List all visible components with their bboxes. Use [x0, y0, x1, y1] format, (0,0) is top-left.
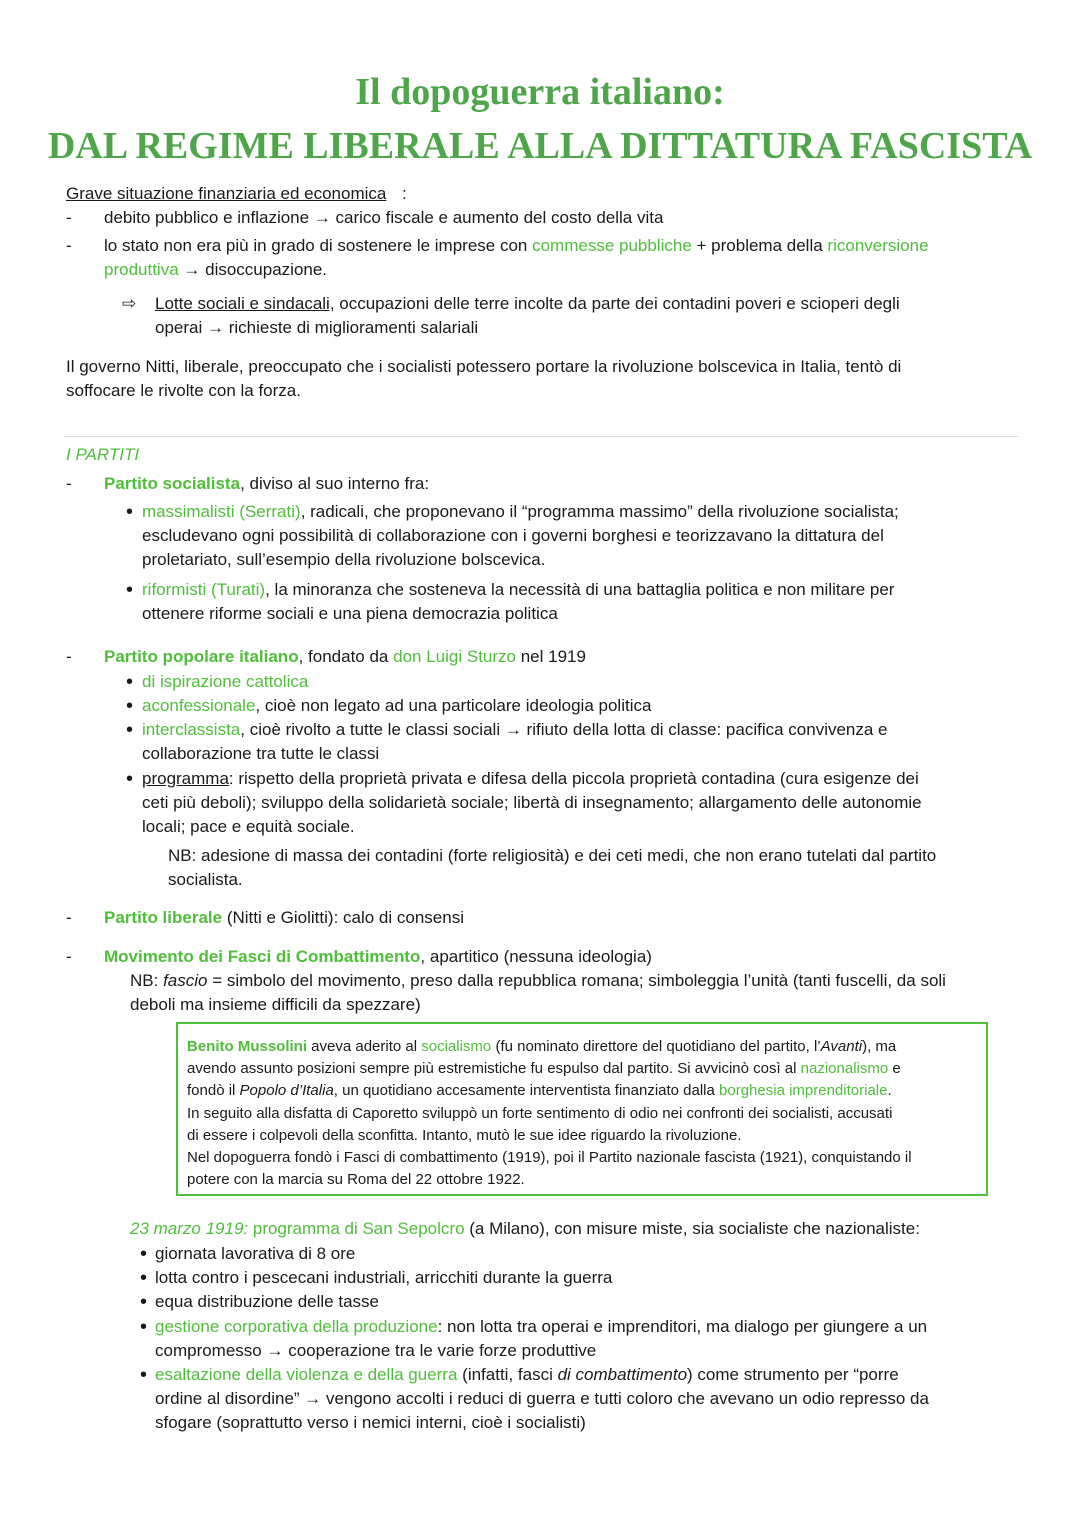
- bullet-dot: •: [140, 1291, 148, 1313]
- popular-catholic: di ispirazione cattolica: [142, 672, 309, 691]
- bullet-dot: •: [126, 719, 134, 741]
- box-line-2: avendo assunto posizioni sempre più estremistiche fu espulso dal partito. Si avvicinò così al nazionalismo e: [187, 1060, 901, 1078]
- socialist-maximalists-line3: proletariato, sull’esempio della rivoluzione bolscevica.: [142, 550, 546, 569]
- sepolcro-item-1: giornata lavorativa di 8 ore: [155, 1244, 356, 1263]
- party-socialist: Partito socialista, diviso al suo interno fra:: [104, 474, 430, 493]
- popular-nonconfessional: aconfessionale, cioè non legato ad una particolare ideologia politica: [142, 696, 652, 715]
- popular-program: programma: rispetto della proprietà privata e difesa della piccola proprietà contadina (cura esigenze dei: [142, 769, 919, 788]
- dash-bullet: -: [66, 474, 72, 493]
- popular-nb: NB: adesione di massa dei contadini (forte religiosità) e dei ceti medi, che non erano tutelati dal partito: [168, 846, 937, 865]
- socialist-maximalists: massimalisti (Serrati), radicali, che proponevano il “programma massimo” della rivoluzione socialista;: [142, 502, 899, 521]
- bullet-dot: •: [126, 671, 134, 693]
- box-line-3: fondò il Popolo d’Italia, un quotidiano accesamente interventista finanziato dalla borghesia imprenditoriale.: [187, 1082, 892, 1100]
- bullet-state-line2: produttiva → disoccupazione.: [104, 260, 328, 279]
- bullet-dot: •: [126, 579, 134, 601]
- popular-program-line2: ceti più deboli); sviluppo della solidarietà sociale; libertà di insegnamento; allargamento delle autonomie: [142, 793, 922, 812]
- box-line-5: di essere i colpevoli della sconfitta. Intanto, mutò le sue idee riguardo la rivoluzione.: [187, 1126, 742, 1144]
- arrow-icon: ⇨: [122, 294, 137, 313]
- sepolcro-item-5-line3: sfogare (soprattutto verso i nemici interni, cioè i socialisti): [155, 1413, 586, 1432]
- dash-bullet: -: [66, 947, 72, 966]
- fasci-nb: NB: fascio = simbolo del movimento, preso dalla repubblica romana; simboleggia l’unità (tanti fuscelli, da soli: [130, 971, 946, 990]
- fasci-nb-line2: deboli ma insieme difficili da spezzare): [130, 995, 421, 1014]
- nitti-paragraph-line2: soffocare le rivolte con la forza.: [66, 381, 301, 400]
- page-title: Il dopoguerra italiano:: [355, 71, 725, 113]
- box-line-4: In seguito alla disfatta di Caporetto sviluppò un forte sentimento di odio nei confronti dei socialisti, accusati: [187, 1104, 893, 1122]
- sepolcro-item-4: gestione corporativa della produzione: non lotta tra operai e imprenditori, ma dialogo per giungere a un: [155, 1317, 928, 1336]
- nitti-paragraph: Il governo Nitti, liberale, preoccupato che i socialisti potessero portare la rivoluzione bolscevica in Italia, tentò di: [66, 357, 902, 376]
- socialist-maximalists-line2: escludevano ogni possibilità di collaborazione con i governi borghesi e teorizzavano la dittatura del: [142, 526, 884, 545]
- bullet-dot: •: [140, 1364, 148, 1386]
- box-line-6: Nel dopoguerra fondò i Fasci di combattimento (1919), poi il Partito nazionale fascista (1921), conquistando il: [187, 1149, 912, 1167]
- popular-interclass-line2: collaborazione tra tutte le classi: [142, 744, 380, 763]
- dash-bullet: -: [66, 236, 72, 255]
- box-line-7: potere con la marcia su Roma del 22 ottobre 1922.: [187, 1171, 525, 1189]
- social-struggles: Lotte sociali e sindacali, occupazioni delle terre incolte da parte dei contadini poveri e scioperi degli: [155, 294, 900, 313]
- dash-bullet: -: [66, 208, 72, 227]
- popular-nb-line2: socialista.: [168, 870, 243, 889]
- bullet-dot: •: [140, 1243, 148, 1265]
- box-line-1: Benito Mussolini aveva aderito al socialismo (fu nominato direttore del quotidiano del partito, l’Avanti), ma: [187, 1038, 897, 1055]
- section-heading-economy: Grave situazione finanziaria ed economica: [66, 184, 387, 203]
- bullet-dot: •: [140, 1316, 148, 1338]
- party-liberal: Partito liberale (Nitti e Giolitti): calo di consensi: [104, 908, 464, 927]
- page-subtitle: DAL REGIME LIBERALE ALLA DITTATURA FASCISTA: [47, 125, 1033, 167]
- popular-interclass: interclassista, cioè rivolto a tutte le classi sociali → rifiuto della lotta di classe: pacifica convivenza e: [142, 720, 888, 739]
- section-heading-parties: I PARTITI: [66, 445, 140, 464]
- bullet-dot: •: [126, 501, 134, 523]
- party-popular: Partito popolare italiano, fondato da don Luigi Sturzo nel 1919: [104, 647, 586, 666]
- bullet-dot: •: [140, 1267, 148, 1289]
- socialist-reformists-line2: ottenere riforme sociali e una piena democrazia politica: [142, 604, 558, 623]
- sepolcro-item-2: lotta contro i pescecani industriali, arricchiti durante la guerra: [155, 1268, 613, 1287]
- bullet-dot: •: [126, 695, 134, 717]
- bullet-state: lo stato non era più in grado di sostenere le imprese con commesse pubbliche + problema della riconversione: [104, 236, 929, 255]
- sepolcro-heading: 23 marzo 1919: programma di San Sepolcro (a Milano), con misure miste, sia socialiste che nazionaliste:: [130, 1219, 920, 1238]
- dash-bullet: -: [66, 908, 72, 927]
- sepolcro-item-5: esaltazione della violenza e della guerra (infatti, fasci di combattimento) come strumento per “porre: [155, 1365, 899, 1384]
- mussolini-box: [176, 1022, 988, 1196]
- section-divider: [64, 436, 1018, 437]
- bullet-debt: debito pubblico e inflazione → carico fiscale e aumento del costo della vita: [104, 208, 664, 227]
- sepolcro-item-3: equa distribuzione delle tasse: [155, 1292, 379, 1311]
- dash-bullet: -: [66, 647, 72, 666]
- socialist-reformists: riformisti (Turati), la minoranza che sosteneva la necessità di una battaglia politica e non militare per: [142, 580, 895, 599]
- popular-program-line3: locali; pace e equità sociale.: [142, 817, 355, 836]
- sepolcro-item-5-line2: ordine al disordine” → vengono accolti i reduci di guerra e tutti coloro che avevano un odio represso da: [155, 1389, 929, 1408]
- sepolcro-item-4-line2: compromesso → cooperazione tra le varie forze produttive: [155, 1341, 597, 1360]
- bullet-dot: •: [126, 768, 134, 790]
- movement-fasci: Movimento dei Fasci di Combattimento, apartitico (nessuna ideologia): [104, 947, 652, 966]
- heading-colon: :: [402, 184, 407, 203]
- social-struggles-line2: operai → richieste di miglioramenti salariali: [155, 318, 479, 337]
